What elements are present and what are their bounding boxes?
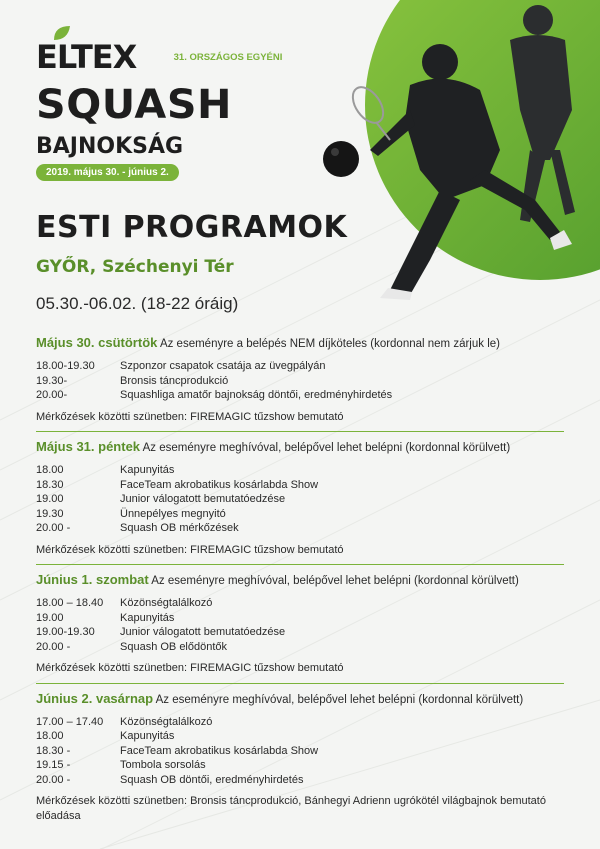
section-divider [36, 431, 564, 432]
row-event: FaceTeam akrobatikus kosárlabda Show [120, 744, 319, 757]
break-note: Mérkőzések közötti szünetben: FIREMAGIC tűzshow bemutató [36, 410, 344, 423]
row-event: Squash OB mérkőzések [120, 522, 239, 534]
schedule-row [36, 729, 564, 744]
row-time: 19.30 [36, 507, 64, 520]
program-dates: 05.30.-06.02. (18-22 óráig) [36, 294, 239, 313]
row-time: 19.15 - [36, 759, 71, 771]
row-time: 17.00 – 17.40 [36, 715, 104, 728]
day-title: Május 30. csütörtök [36, 335, 158, 350]
row-event: Közönségtalálkozó [120, 597, 213, 609]
schedule-row [36, 521, 564, 536]
row-time: 20.00- [36, 389, 68, 401]
row-time: 18.00-19.30 [36, 360, 95, 372]
day-info: Az eseményre meghívóval, belépővel lehet belépni (kordonnal körülvett) [142, 442, 511, 454]
row-time: 19.00-19.30 [36, 626, 95, 638]
row-event: Junior válogatott bemutatóedzése [120, 493, 286, 505]
day-title: Június 2. vasárnap [36, 690, 154, 706]
row-event: Kapunyitás [120, 611, 175, 624]
event-title: SQUASH [36, 82, 233, 128]
row-event: Szponzor csapatok csatája az üvegpályán [120, 360, 326, 372]
edition-label: 31. ORSZÁGOS EGYÉNI [173, 52, 283, 63]
squash-ball-icon [322, 140, 360, 178]
row-time: 20.00 - [36, 522, 71, 534]
break-note: Mérkőzések közötti szünetben: FIREMAGIC tűzshow bemutató [36, 662, 344, 674]
row-time: 20.00 - [36, 640, 71, 653]
schedule-row [36, 625, 564, 640]
schedule-row [36, 463, 564, 478]
row-event: Ünnepélyes megnyitó [120, 507, 226, 520]
schedule-row [36, 596, 564, 611]
schedule-row [36, 359, 564, 374]
schedule-row [36, 715, 564, 730]
row-event: Squashliga amatőr bajnokság döntői, eredményhirdetés [120, 389, 393, 401]
row-time: 18.00 [36, 464, 64, 476]
row-time: 20.00 - [36, 773, 71, 786]
schedule [36, 334, 564, 823]
row-time: 18.00 – 18.40 [36, 597, 104, 609]
day-header [36, 690, 564, 709]
row-event: FaceTeam akrobatikus kosárlabda Show [120, 478, 319, 491]
day-info: Az eseményre meghívóval, belépővel lehet belépni (kordonnal körülvett) [151, 575, 519, 587]
event-subtitle: BAJNOKSÁG [36, 134, 184, 159]
row-time: 18.30 [36, 478, 64, 491]
day-section [36, 571, 564, 676]
row-event: Kapunyitás [120, 730, 175, 742]
day-info: Az eseményre meghívóval, belépővel lehet belépni (kordonnal körülvett) [155, 693, 524, 706]
day-title: Június 1. szombat [36, 572, 149, 587]
hero-players-image [350, 0, 600, 300]
schedule-row [36, 744, 564, 759]
schedule-row [36, 773, 564, 788]
row-time: 18.00 [36, 730, 64, 742]
row-event: Squash OB döntői, eredményhirdetés [120, 773, 304, 786]
row-time: 19.00 [36, 493, 64, 505]
schedule-row [36, 507, 564, 522]
day-header [36, 438, 564, 457]
day-info: Az eseményre a belépés NEM díjköteles (kordonnal nem zárjuk le) [159, 338, 500, 350]
day-header [36, 571, 564, 590]
schedule-row [36, 611, 564, 626]
schedule-row [36, 758, 564, 773]
break-note: Mérkőzések közötti szünetben: FIREMAGIC tűzshow bemutató [36, 543, 344, 556]
section-divider [36, 683, 564, 684]
section-divider [36, 564, 564, 565]
headline: ESTI PROGRAMOK [36, 210, 348, 245]
schedule-row [36, 374, 564, 389]
schedule-row [36, 640, 564, 655]
row-event: Közönségtalálkozó [120, 715, 213, 728]
day-section [36, 438, 564, 557]
row-event: Junior válogatott bemutatóedzése [120, 626, 286, 638]
day-section [36, 334, 564, 424]
day-header [36, 334, 564, 353]
row-event: Bronsis táncprodukció [120, 374, 229, 387]
row-time: 19.30- [36, 374, 68, 387]
break-note: Mérkőzések közötti szünetben: Bronsis táncprodukció, Bánhegyi Adrienn ugrókötél világbajnok bemutató előadása [36, 795, 546, 822]
schedule-row [36, 492, 564, 507]
row-event: Squash OB elődöntők [120, 640, 228, 653]
location: GYŐR, Széchenyi Tér [36, 257, 234, 277]
row-event: Kapunyitás [120, 464, 175, 476]
date-range-badge: 2019. május 30. - június 2. [36, 164, 179, 181]
day-section [36, 690, 564, 824]
schedule-row [36, 478, 564, 493]
row-time: 18.30 - [36, 744, 71, 757]
day-title: Május 31. péntek [36, 439, 141, 454]
logo-text: ELTEX [36, 38, 137, 76]
row-time: 19.00 [36, 611, 64, 624]
schedule-row [36, 388, 564, 403]
row-event: Tombola sorsolás [120, 759, 206, 771]
